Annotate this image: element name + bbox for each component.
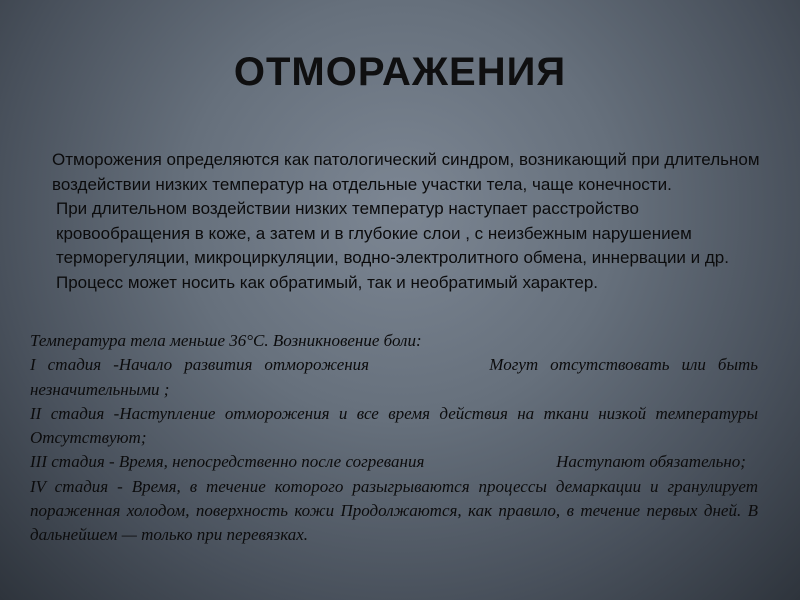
stage-4: IV стадия - Время, в течение которого разыгрываются процессы демаркации и гранулирует пораженная холодом, поверхность кожи Продолжаются, как правило, в течение первых дней. В дальнейшем — только при перевязках. [30,476,758,545]
intro-paragraph-definition: Отморожения определяются как патологический синдром, возникающий при длительном воздействии низких температур на отдельные участки тела, чаще конечности. [52,150,760,194]
stages-text-block [30,329,797,600]
stage-3: III стадия - Время, непосредственно после согревания Наступают обязательно; [30,452,746,472]
stage-1: I стадия -Начало развития отморожения Могут отсутствовать или быть незначительными ; [30,355,763,399]
slide-title: ОТМОРАЖЕНИЯ [233,50,567,94]
intro-text-block [52,148,762,295]
stages-heading: Температура тела меньше 36°С. Возникновение боли: [30,331,422,350]
stage-2: II стадия -Наступление отморожения и все время действия на ткани низкой температуры Отсутствуют; [30,403,797,448]
intro-paragraph-mechanism: При длительном воздействии низких температур наступает расстройство кровообращения в коже, а затем и в глубокие слои , с неизбежным нарушением терморегуляции, микроциркуляции, водно-электролитного обмена, иннервации и др. Процесс может носить как обратимый, так и необратимый характер. [56,199,729,292]
